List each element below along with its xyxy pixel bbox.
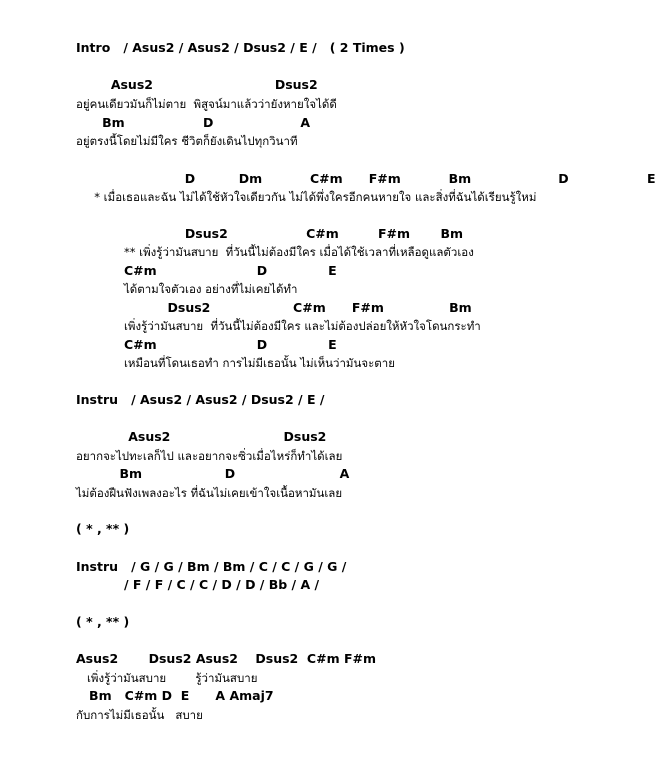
instru-line: Instru / G / G / Bm / Bm / C / C / G / G / xyxy=(76,559,347,574)
lyric-line: เพิ่งรู้ว่ามันสบาย รู้ว่ามันสบาย xyxy=(76,671,258,685)
lyric-line: อยู่ตรงนี้โดยไม่มีใคร ชีวิตก็ยังเดินไปทุกวินาที xyxy=(76,134,298,148)
chord-line: Asus2 Dsus2 xyxy=(76,429,327,444)
chord-line: D Dm C#m F#m Bm D E xyxy=(76,171,656,186)
repeat-marker: ( * , ** ) xyxy=(76,614,130,629)
lyric-line: * เมื่อเธอและฉัน ไม่ได้ใช้หัวใจเดียวกัน ไม่ได้พึ่งใครอีกคนหายใจ และสิ่งที่ฉันได้เรียนรู้ใหม่ xyxy=(76,190,537,204)
lyric-line: ได้ตามใจตัวเอง อย่างที่ไม่เคยได้ทำ xyxy=(124,282,298,296)
chord-line: C#m D E xyxy=(124,263,337,278)
lyric-line: กับการไม่มีเธอนั้น สบาย xyxy=(76,708,203,722)
lyric-line: อยากจะไปทะเลก็ไป และอยากจะซิ่วเมื่อไหร่ก็ทำได้เลย xyxy=(76,449,343,463)
lyric-line: ** เพิ่งรู้ว่ามันสบาย ที่วันนี้ไม่ต้องมีใคร เมื่อได้ใช้เวลาที่เหลือดูแลตัวเอง xyxy=(124,245,474,259)
chord-line: Dsus2 C#m F#m Bm xyxy=(124,300,472,315)
instru-line: Instru / Asus2 / Asus2 / Dsus2 / E / xyxy=(76,392,325,407)
chord-line: Asus2 Dsus2 Asus2 Dsus2 C#m F#m xyxy=(76,651,376,666)
instru-line: / F / F / C / C / D / D / Bb / A / xyxy=(124,577,320,592)
chord-line: Asus2 Dsus2 xyxy=(76,77,318,92)
lyric-line: อยู่คนเดียวมันก็ไม่ตาย พิสูจน์มาแล้วว่ายังหายใจได้ดี xyxy=(76,97,337,111)
chord-line: C#m D E xyxy=(124,337,337,352)
repeat-marker: ( * , ** ) xyxy=(76,521,130,536)
chord-line: Bm D A xyxy=(76,115,311,130)
chord-line: Bm C#m D E A Amaj7 xyxy=(76,688,274,703)
lyric-line: เพิ่งรู้ว่ามันสบาย ที่วันนี้ไม่ต้องมีใคร และไม่ต้องปล่อยให้หัวใจโดนกระทำ xyxy=(124,319,481,333)
lyric-line: ไม่ต้องฝืนฟังเพลงอะไร ที่ฉันไม่เคยเข้าใจเนื้อหามันเลย xyxy=(76,486,343,500)
chord-line: Bm D A xyxy=(76,466,350,481)
intro-line: Intro / Asus2 / Asus2 / Dsus2 / E / ( 2 Times ) xyxy=(76,40,405,55)
chord-line: Dsus2 C#m F#m Bm xyxy=(124,226,464,241)
lyric-line: เหมือนที่โดนเธอทำ การไม่มีเธอนั้น ไม่เห็นว่ามันจะตาย xyxy=(124,356,395,370)
